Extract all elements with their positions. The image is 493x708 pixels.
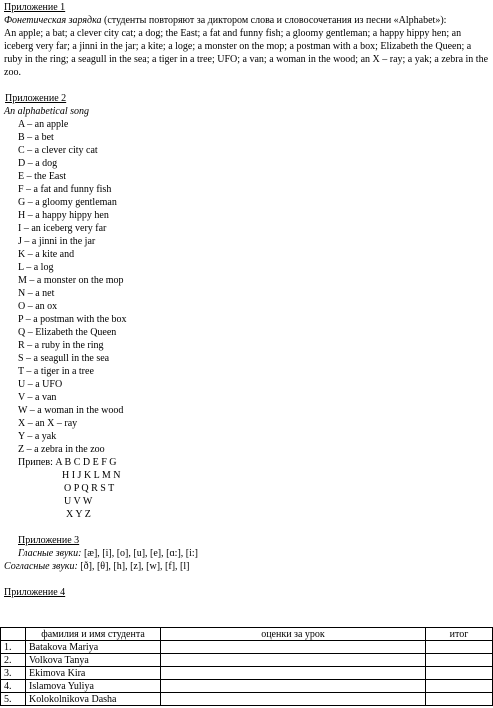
row-number: 4. <box>1 680 26 693</box>
grades-table <box>0 627 493 706</box>
refrain-line: X Y Z <box>66 509 91 520</box>
header-grades: оценки за урок <box>161 628 426 641</box>
header-num <box>1 628 26 641</box>
table-row <box>1 641 493 654</box>
song-line: M – a monster on the mop <box>18 275 124 286</box>
refrain-line: Припев: A B C D E F G <box>18 457 117 468</box>
song-line: D – a dog <box>18 158 58 169</box>
grades-cell[interactable] <box>161 680 426 693</box>
refrain <box>4 456 490 521</box>
song-lines <box>4 118 490 456</box>
student-name: Batakova Mariya <box>26 641 161 654</box>
row-number: 2. <box>1 654 26 667</box>
student-name: Kolokolnikova Dasha <box>26 693 161 706</box>
refrain-line: H I J K L M N <box>62 470 121 481</box>
song-line: F – a fat and funny fish <box>18 184 112 195</box>
song-line: R – a ruby in the ring <box>18 340 104 351</box>
consonants-label: Согласные звуки: <box>4 561 78 572</box>
song-line: Y – a yak <box>18 431 57 442</box>
table-row <box>1 667 493 680</box>
grades-cell[interactable] <box>161 693 426 706</box>
song-line: W – a woman in the wood <box>18 405 124 416</box>
row-number: 1. <box>1 641 26 654</box>
table-row <box>1 654 493 667</box>
appendix-1-text: An apple; a bat; a clever city cat; a dog; the East; a fat and funny fish; a gloomy gentleman; a happy hippy hen; an iceberg very far; a jinni in the jar; a kite; a loge; a monster on the mop; a postman with a box; Elizabeth the Queen; a ruby in the ring; a seagull in the sea; a tiger in a tree; UFO; a van; a woman in the wood; an X – ray; a yak; a zebra in the zoo. <box>4 28 489 78</box>
song-line: Z – a zebra in the zoo <box>18 444 105 455</box>
row-number: 3. <box>1 667 26 680</box>
student-name: Volkova Tanya <box>26 654 161 667</box>
appendix-1-intro-italic: Фонетическая зарядка <box>4 15 102 26</box>
song-line: K – a kite and <box>18 249 75 260</box>
row-number: 5. <box>1 693 26 706</box>
table-row <box>1 680 493 693</box>
appendix-1-intro-rest: (студенты повторяют за диктором слова и словосочетания из песни «Alphabet»): <box>101 15 447 26</box>
grades-cell[interactable] <box>161 641 426 654</box>
song-line: G – a gloomy gentleman <box>18 197 117 208</box>
total-cell[interactable] <box>426 680 493 693</box>
refrain-line: U V W <box>64 496 93 507</box>
song-line: I – an iceberg very far <box>18 223 107 234</box>
song-line: H – a happy hippy hen <box>18 210 109 221</box>
song-line: C – a clever city cat <box>18 145 98 156</box>
student-name: Islamova Yuliya <box>26 680 161 693</box>
song-line: X – an X – ray <box>18 418 78 429</box>
total-cell[interactable] <box>426 693 493 706</box>
song-title: An alphabetical song <box>4 106 89 117</box>
song-line: Q – Elizabeth the Queen <box>18 327 117 338</box>
total-cell[interactable] <box>426 667 493 680</box>
grades-table-header <box>1 628 493 641</box>
vowels-list: [æ], [i], [o], [u], [e], [ɑ:], [i:] <box>81 548 199 559</box>
song-line: L – a log <box>18 262 54 273</box>
song-line: B – a bet <box>18 132 54 143</box>
song-line: J – a jinni in the jar <box>18 236 96 247</box>
song-line: E – the East <box>18 171 67 182</box>
song-line: N – a net <box>18 288 55 299</box>
grades-table-body <box>1 641 493 706</box>
student-name: Ekimova Kira <box>26 667 161 680</box>
appendix-2-title: Приложение 2 <box>5 93 67 104</box>
consonants-list: [ð], [θ], [h], [z], [w], [f], [l] <box>77 561 190 572</box>
table-row <box>1 693 493 706</box>
grades-cell[interactable] <box>161 667 426 680</box>
appendix-1-intro <box>4 14 490 27</box>
appendix-4-title: Приложение 4 <box>4 587 66 598</box>
header-student-name: фамилия и имя студента <box>26 628 161 641</box>
document-page <box>4 1 490 599</box>
total-cell[interactable] <box>426 641 493 654</box>
header-total: итог <box>426 628 493 641</box>
song-line: A – an apple <box>18 119 69 130</box>
grades-cell[interactable] <box>161 654 426 667</box>
song-line: O – an ox <box>18 301 58 312</box>
song-line: P – a postman with the box <box>18 314 127 325</box>
song-line: T – a tiger in a tree <box>18 366 94 377</box>
appendix-1-title: Приложение 1 <box>4 2 66 13</box>
refrain-line: O P Q R S T <box>64 483 115 494</box>
vowels-label: Гласные звуки: <box>18 548 82 559</box>
song-line: U – a UFO <box>18 379 63 390</box>
vowels-line <box>4 547 490 560</box>
appendix-3-title: Приложение 3 <box>18 535 80 546</box>
total-cell[interactable] <box>426 654 493 667</box>
song-line: V – a van <box>18 392 57 403</box>
consonants-line <box>4 560 490 573</box>
song-line: S – a seagull in the sea <box>18 353 110 364</box>
